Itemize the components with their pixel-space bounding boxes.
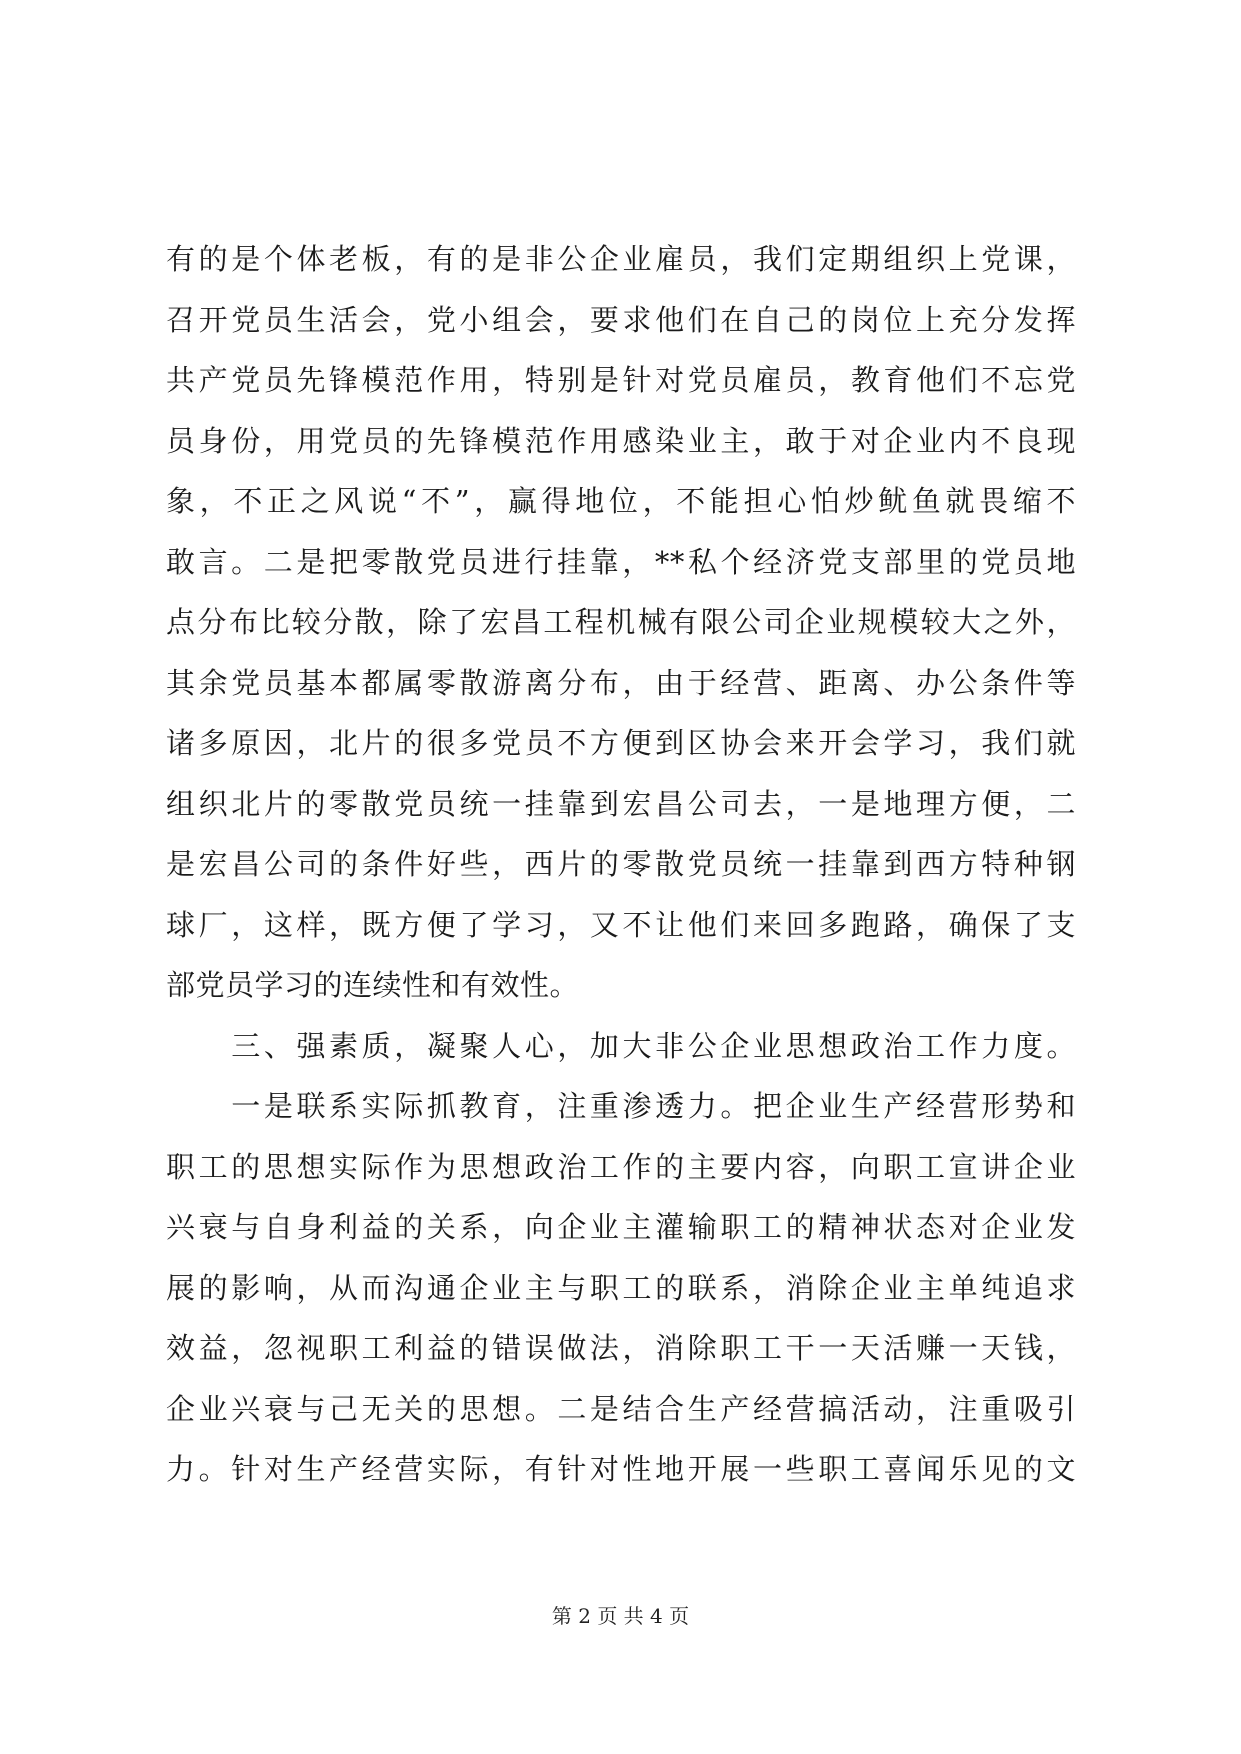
text-line: 点分布比较分散，除了宏昌工程机械有限公司企业规模较大之外， — [166, 605, 1076, 639]
text-line: 职工的思想实际作为思想政治工作的主要内容，向职工宣讲企业 — [166, 1149, 1076, 1184]
text-line: 是宏昌公司的条件好些，西片的零散党员统一挂靠到西方特种钢 — [166, 847, 1076, 881]
text-line: 有的是个体老板，有的是非公企业雇员，我们定期组织上党课， — [166, 242, 1076, 276]
text-line: 展的影响，从而沟通企业主与职工的联系，消除企业主单纯追求 — [166, 1270, 1076, 1305]
text-line: 组织北片的零散党员统一挂靠到宏昌公司去，一是地理方便，二 — [166, 786, 1076, 821]
text-line: 员身份，用党员的先锋模范作用感染业主，敢于对企业内不良现 — [166, 423, 1076, 458]
section-heading: 三、强素质，凝聚人心，加大非公企业思想政治工作力度。 — [166, 1028, 1076, 1063]
text-line: 敢言。二是把零散党员进行挂靠，**私个经济党支部里的党员地 — [166, 544, 1076, 579]
text-line: 部党员学习的连续性和有效性。 — [166, 968, 580, 1002]
page-number-label: 第 2 页 共 4 页 — [551, 1604, 690, 1628]
text-line: 共产党员先锋模范作用，特别是针对党员雇员，教育他们不忘党 — [166, 363, 1076, 397]
page-footer — [0, 1604, 1241, 1628]
text-line: 诸多原因，北片的很多党员不方便到区协会来开会学习，我们就 — [166, 726, 1076, 760]
body-text — [166, 229, 1076, 1500]
text-line: 球厂，这样，既方便了学习，又不让他们来回多跑路，确保了支 — [166, 907, 1076, 942]
text-line: 其余党员基本都属零散游离分布，由于经营、距离、办公条件等 — [166, 665, 1076, 700]
text-line: 一是联系实际抓教育，注重渗透力。把企业生产经营形势和 — [166, 1089, 1076, 1123]
text-line: 力。针对生产经营实际，有针对性地开展一些职工喜闻乐见的文 — [166, 1452, 1076, 1486]
text-line: 效益，忽视职工利益的错误做法，消除职工干一天活赚一天钱， — [166, 1331, 1076, 1365]
text-line: 象，不正之风说“不”，赢得地位，不能担心怕炒鱿鱼就畏缩不 — [166, 484, 1076, 518]
text-line: 召开党员生活会，党小组会，要求他们在自己的岗位上充分发挥 — [166, 302, 1076, 337]
text-line: 兴衰与自身利益的关系，向企业主灌输职工的精神状态对企业发 — [166, 1210, 1076, 1244]
text-line: 企业兴衰与己无关的思想。二是结合生产经营搞活动，注重吸引 — [166, 1391, 1076, 1426]
